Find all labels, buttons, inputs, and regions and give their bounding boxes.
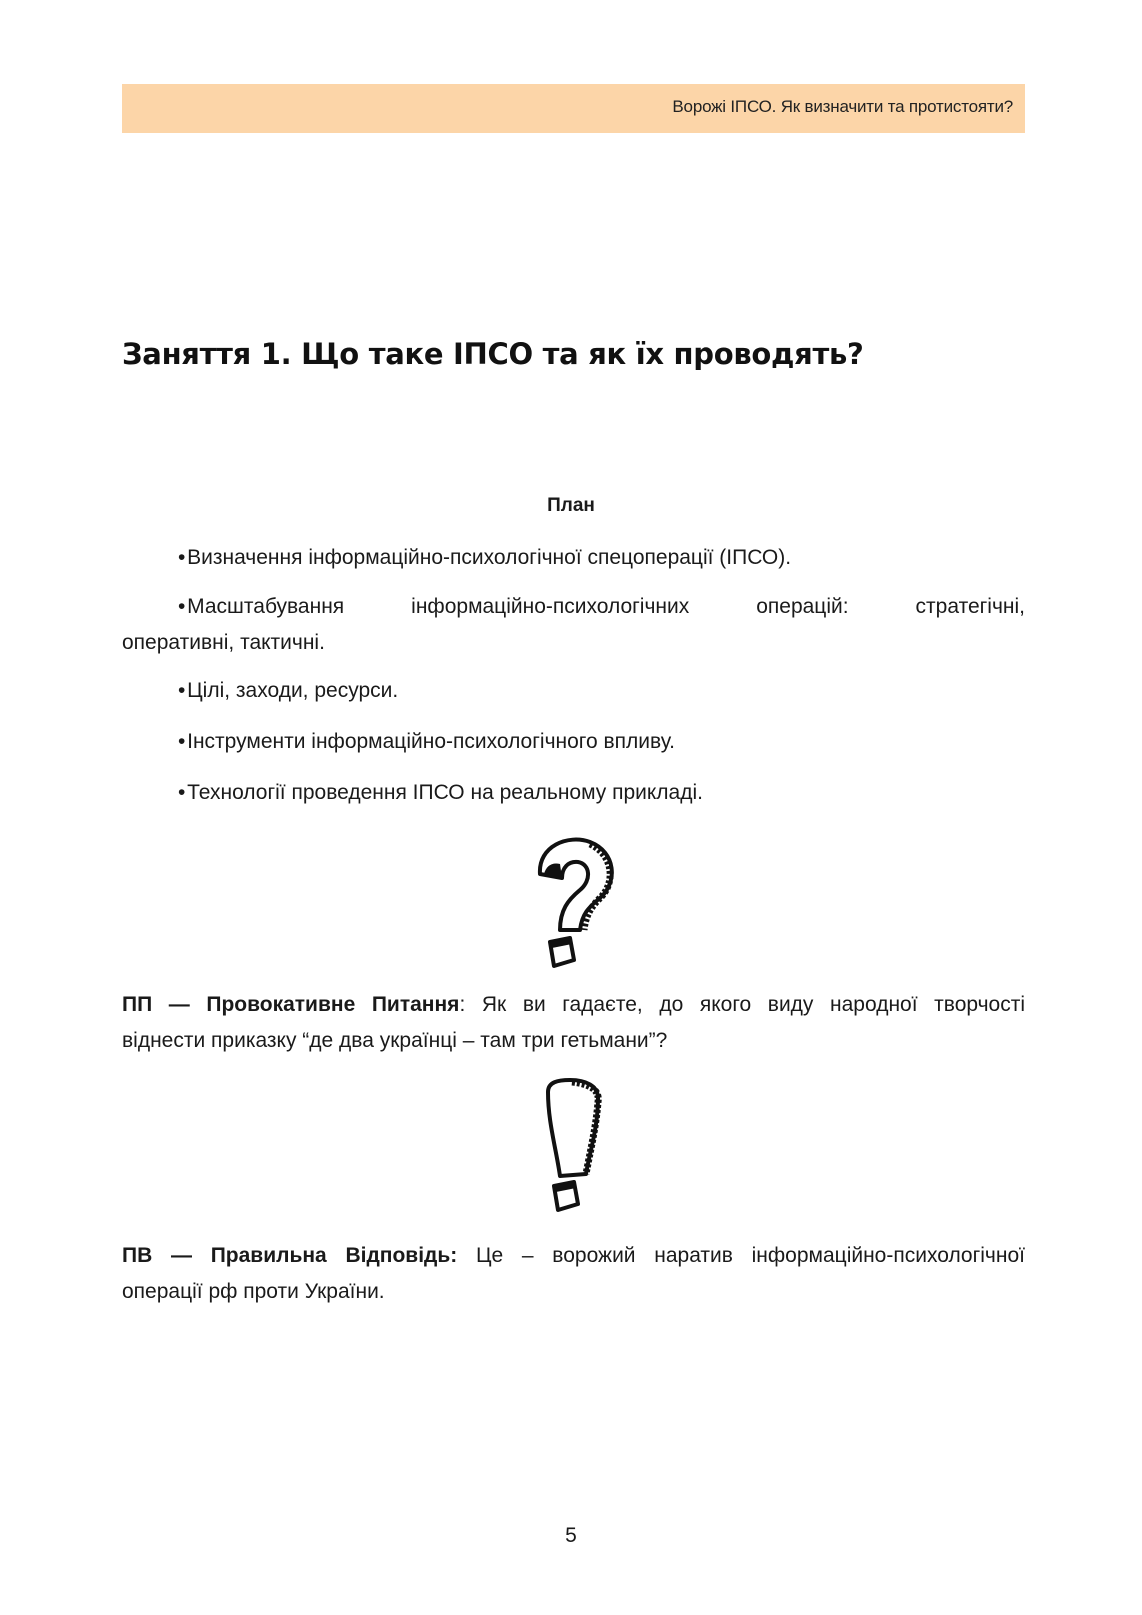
running-header — [122, 84, 1025, 133]
page-number: 5 — [565, 1524, 577, 1547]
bullet-icon: • — [178, 679, 186, 702]
plan-item: • Інструменти інформаційно-психологічного впливу. — [178, 730, 675, 753]
bullet-icon: • — [178, 546, 186, 569]
plan-item-continuation: оперативні, тактичні. — [122, 631, 325, 654]
lesson-title: Заняття 1. Що таке ІПСО та як їх проводять? — [122, 337, 864, 371]
plan-item: • Визначення інформаційно-психологічної спецоперації (ІПСО). — [178, 546, 792, 569]
plan-item: • Технології проведення ІПСО на реальному прикладі. — [178, 781, 703, 804]
provocative-question-line1: ПП — Провокативне Питання: Як ви гадаєте, до якого виду народної творчості — [122, 993, 1025, 1016]
correct-answer-label: ПВ — Правильна Відповідь: — [122, 1244, 458, 1267]
exclamation-mark-sketch-icon — [540, 1078, 610, 1218]
bullet-icon: • — [178, 730, 186, 753]
bullet-icon: • — [178, 781, 186, 804]
bullet-icon: • — [178, 595, 186, 618]
provocative-question-label: ПП — Провокативне Питання — [122, 993, 460, 1016]
plan-item: • Масштабування інформаційно-психологічних операцій: стратегічні, — [178, 595, 1025, 618]
running-header-title: Ворожі ІПСО. Як визначити та протистояти? — [672, 97, 1013, 116]
provocative-question-line2: віднести приказку “де два українці – там три гетьмани”? — [122, 1029, 668, 1052]
correct-answer-line2: операції рф проти України. — [122, 1280, 385, 1303]
question-mark-sketch-icon — [530, 834, 620, 974]
plan-item: • Цілі, заходи, ресурси. — [178, 679, 399, 702]
correct-answer-line1: ПВ — Правильна Відповідь: Це – ворожий наратив інформаційно-психологічної — [122, 1244, 1025, 1267]
plan-heading: План — [547, 495, 595, 516]
